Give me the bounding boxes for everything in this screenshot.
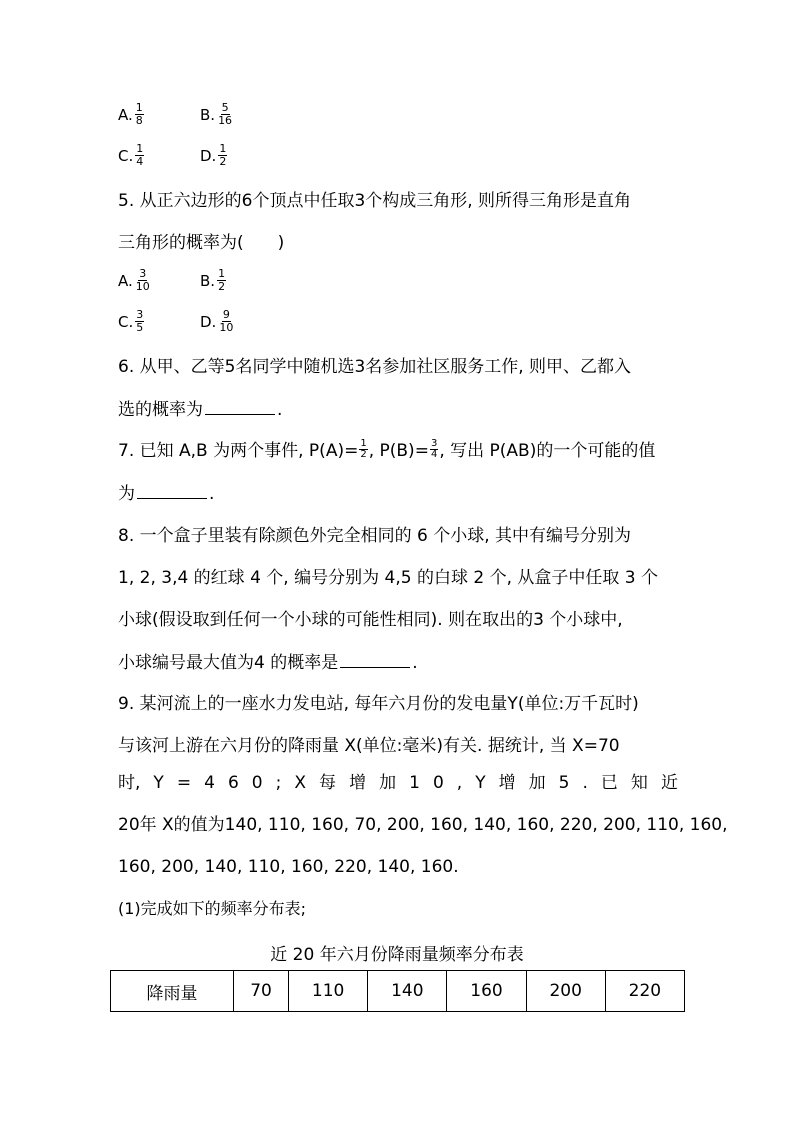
q8-line1: 8. 一个盒子里装有除颜色外完全相同的 6 个小球, 其中有编号分别为 — [118, 526, 632, 546]
table-cell: 220 — [605, 971, 684, 1012]
denominator: 2 — [218, 280, 226, 293]
q9-line3-token: 5 — [558, 773, 570, 793]
table-cell: 160 — [447, 971, 526, 1012]
q9-line3-token: 1 — [409, 773, 420, 793]
q9-line3-token: 0 — [251, 773, 263, 793]
fraction — [430, 439, 438, 460]
q9-line3-token: 6 — [227, 773, 239, 793]
q9-line3-token: ; — [275, 773, 282, 793]
q9-line5: 160, 200, 140, 110, 160, 220, 140, 160. — [118, 857, 459, 877]
option-label: C. — [118, 312, 134, 331]
numerator: 1 — [219, 142, 227, 155]
fraction — [135, 268, 151, 293]
q5-option-d — [200, 309, 234, 334]
q6-period: . — [277, 400, 283, 420]
denominator: 8 — [135, 114, 143, 127]
q7-mid: , P(B)= — [368, 441, 429, 461]
option-label: C. — [118, 146, 134, 165]
option-label: B. — [200, 271, 216, 290]
denominator: 10 — [135, 280, 150, 293]
q9-line3-token: Y — [153, 773, 164, 793]
denominator: 5 — [136, 321, 144, 334]
fraction — [135, 143, 144, 168]
option-label: D. — [200, 312, 217, 331]
q5-line2: 三角形的概率为( ) — [118, 233, 285, 253]
q8-line3: 小球(假设取到任何一个小球的可能性相同). 则在取出的3 个小球中, — [118, 610, 623, 630]
q9-line3 — [118, 772, 678, 794]
q7-line2 — [118, 482, 214, 505]
q9-line3-token: 近 — [660, 773, 678, 793]
q7-text: 为 — [118, 484, 135, 504]
answer-blank[interactable] — [137, 482, 207, 499]
numerator: 1 — [360, 437, 367, 449]
q5-option-c — [118, 309, 144, 334]
q5-option-a — [118, 268, 151, 293]
q9-line3-token: 4 — [204, 773, 215, 793]
numerator: 1 — [136, 142, 144, 155]
numerator: 1 — [135, 101, 143, 114]
table-header-cell: 降雨量 — [111, 971, 234, 1012]
table-cell: 110 — [289, 971, 368, 1012]
q9-line3-token: 加 — [528, 773, 546, 793]
q6-text: 选的概率为 — [118, 400, 203, 420]
answer-blank[interactable] — [340, 651, 410, 668]
option-label: D. — [200, 146, 217, 165]
option-label: A. — [118, 271, 133, 290]
q4-option-b — [200, 102, 233, 127]
table-row — [111, 971, 685, 1012]
denominator: 4 — [430, 448, 438, 460]
fraction — [217, 102, 233, 127]
table-cell: 200 — [526, 971, 605, 1012]
table-caption: 近 20 年六月份降雨量频率分布表 — [270, 945, 524, 965]
q8-line4 — [118, 651, 418, 674]
q5-line1: 5. 从正六边形的6个顶点中任取3个构成三角形, 则所得三角形是直角 — [118, 191, 632, 211]
q9-line3-token: 知 — [630, 773, 648, 793]
fraction — [135, 102, 144, 127]
q6-line2 — [118, 398, 282, 421]
q9-line3-token: X — [294, 773, 307, 793]
q5-option-b — [200, 268, 226, 293]
q8-line2: 1, 2, 3,4 的红球 4 个, 编号分别为 4,5 的白球 2 个, 从盒子中任取 3 个 — [118, 568, 659, 588]
numerator: 9 — [222, 308, 230, 321]
denominator: 2 — [360, 448, 367, 460]
fraction — [218, 143, 227, 168]
answer-blank[interactable] — [205, 398, 275, 415]
q9-line2: 与该河上游在六月份的降雨量 X(单位:毫米)有关. 据统计, 当 X=70 — [118, 736, 620, 756]
q6-line1: 6. 从甲、乙等5名同学中随机选3名参加社区服务工作, 则甲、乙都入 — [118, 357, 632, 377]
q7-suffix: , 写出 P(AB)的一个可能的值 — [439, 441, 656, 461]
q9-line3-token: 0 — [432, 773, 444, 793]
q9-line3-token: 加 — [379, 773, 397, 793]
table-cell: 140 — [368, 971, 447, 1012]
option-label: B. — [200, 105, 216, 124]
denominator: 10 — [219, 321, 234, 334]
q8-period: . — [412, 653, 418, 673]
q9-line4: 20年 X的值为140, 110, 160, 70, 200, 160, 140, 160, 220, 200, 110, 160, — [118, 815, 728, 835]
q9-line3-token: Y — [475, 773, 486, 793]
q7-line1 — [118, 437, 656, 462]
q8-text: 小球编号最大值为4 的概率是 — [118, 653, 339, 673]
denominator: 16 — [218, 114, 233, 127]
numerator: 5 — [221, 101, 229, 114]
q9-line1: 9. 某河流上的一座水力发电站, 每年六月份的发电量Y(单位:万千瓦时) — [118, 694, 639, 714]
fraction — [359, 439, 367, 460]
q4-option-c — [118, 143, 144, 168]
q4-option-a — [118, 102, 144, 127]
q9-line3-token: = — [176, 773, 192, 793]
frequency-table — [110, 970, 685, 1012]
q9-line3-token: . — [582, 773, 588, 793]
fraction — [135, 309, 144, 334]
numerator: 3 — [139, 267, 147, 280]
q7-period: . — [209, 484, 215, 504]
q9-line3-token: , — [456, 773, 463, 793]
q9-line3-token: 增 — [498, 773, 516, 793]
q4-option-d — [200, 143, 227, 168]
q9-line3-token: 增 — [349, 773, 367, 793]
numerator: 3 — [430, 437, 438, 449]
q9-sub1: (1)完成如下的频率分布表; — [118, 899, 307, 918]
denominator: 4 — [136, 155, 144, 168]
q9-line3-token: 已 — [600, 773, 618, 793]
fraction — [217, 268, 226, 293]
numerator: 1 — [218, 267, 226, 280]
option-label: A. — [118, 105, 133, 124]
q7-prefix: 7. 已知 A,B 为两个事件, P(A)= — [118, 441, 359, 461]
fraction — [218, 309, 234, 334]
table-cell: 70 — [234, 971, 289, 1012]
q9-line3-token: 时, — [118, 773, 141, 793]
numerator: 3 — [136, 308, 144, 321]
denominator: 2 — [219, 155, 227, 168]
q9-line3-token: 每 — [319, 773, 337, 793]
